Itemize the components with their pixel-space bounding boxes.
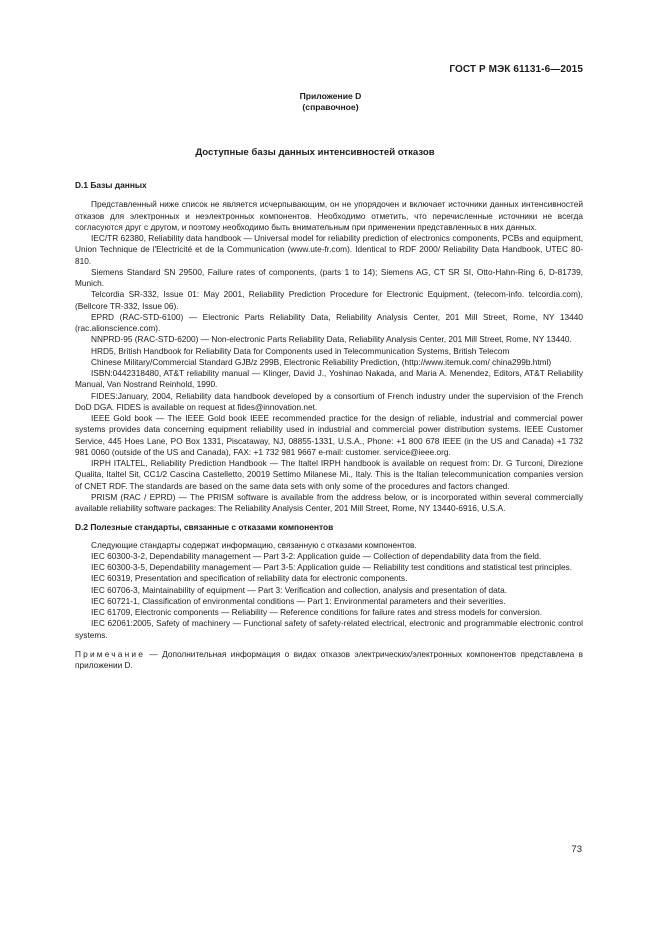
annex-label: Приложение D bbox=[299, 91, 362, 101]
paragraph: Telcordia SR-332, Issue 01: May 2001, Reliability Prediction Procedure for Electronic Equipment, (telecom-info. telcordia.com), (Bellcore TR-332, Issue 06). bbox=[75, 289, 583, 311]
note-text: — Дополнительная информация о видах отказов электрических/электронных компонентов представлена в приложении D. bbox=[75, 648, 583, 670]
document-id: ГОСТ Р МЭК 61131-6—2015 bbox=[449, 64, 583, 75]
paragraph: IEC 60300-3-5, Dependability management — Part 3-5: Application guide — Reliability test conditions and statistical test principles. bbox=[91, 562, 573, 572]
paragraph: NNPRD-95 (RAC-STD-6200) — Non-electronic Parts Reliability Data, Reliability Analysis Center, 201 Mill Street, Rome, NY 13440. bbox=[91, 334, 572, 345]
paragraph: Siemens Standard SN 29500, Failure rates of components, (parts 1 to 14); Siemens AG, CT SR SI, Otto-Hahn-Ring 6, D-81739, Munich. bbox=[75, 266, 583, 288]
paragraph: IEC 61709, Electronic components — Reliability — Reference conditions for failure rates and stress models for conversion. bbox=[91, 607, 543, 617]
paragraph: IRPH ITALTEL, Reliability Prediction Handbook — The Italtel IRPH handbook is available on request from: Dr. G Turconi, Direzione Qualita, Italtel Sit, CC1/2 Cascina Castelletto, 20019 Settimo Milanese Mi., Italy. This is the Italian telecommunication companies version of CNET RDF. The standards are based on the same data sets with only some of the procedures and factors changed. bbox=[75, 458, 583, 491]
annex-kind: (справочное) bbox=[302, 102, 359, 112]
paragraph: IEC 60721-1, Classification of environmental conditions — Part 1: Environmental parameters and their severities. bbox=[91, 595, 506, 606]
paragraph: ISBN:0442318480, AT&T reliability manual — Klinger, David J., Yoshinao Nakada, and Maria A. Menendez, Editors, AT&T Reliability Manual, Van Nostrand Reinhold, 1990. bbox=[75, 368, 583, 390]
paragraph: PRISM (RAC / EPRD) — The PRISM software is available from the address below, or is incorporated within several commercially available reliability software packages: The Reliability Analysis Center, 201 Mill Street, Rome, NY 13440-6916, U.S.A. bbox=[75, 491, 583, 513]
paragraph: Chinese Military/Commercial Standard GJB/z 299B, Electronic Reliability Prediction, (http://www.itemuk.com/ china299b.html) bbox=[91, 356, 552, 367]
paragraph: IEC 62061:2005, Safety of machinery — Functional safety of safety-related electrical, electronic and programmable electronic control systems. bbox=[75, 618, 583, 640]
paragraph: IEEE Gold book — The IEEE Gold book IEEE recommended practice for the design of reliable, industrial and commercial power systems provides data concerning equipment reliability used in industrial and commercial power distribution systems. IEEE Customer Service, 445 Hoes Lane, PO Box 1331, Piscataway, NJ, 08855-1331, U.S.A., Phone: +1 800 678 IEEE (in the US and Canada) +1 732 981 0060 (outside of the US and Canada), FAX: +1 732 981 9667 e-mail: customer. service@ieee.org. bbox=[75, 413, 583, 457]
paragraph: IEC 60319, Presentation and specification of reliability data for electronic components. bbox=[91, 573, 408, 584]
paragraph: EPRD (RAC-STD-6100) — Electronic Parts Reliability Data, Reliability Analysis Center, 201 Mill Street, Rome, NY 13440 (rac.alionscience.com). bbox=[75, 311, 583, 333]
note bbox=[75, 649, 583, 672]
annex-heading bbox=[0, 91, 661, 113]
page-number: 73 bbox=[571, 844, 582, 855]
paragraph: Следующие стандарты содержат информацию, связанную с отказами компонентов. bbox=[91, 539, 417, 550]
body-text bbox=[75, 180, 583, 671]
note-label: Примечание bbox=[75, 648, 146, 659]
page-title: Доступные базы данных интенсивностей отказов bbox=[195, 147, 435, 158]
section-heading-d2: D.2 Полезные стандарты, связанные с отказами компонентов bbox=[75, 522, 334, 533]
paragraph: IEC/TR 62380, Reliability data handbook — Universal model for reliability prediction of electronics components, PCBs and equipment, Union Technique de l'Electricité et de la Communication (www.ute-fr.com). Identical to RDF 2000/ Reliability Data Handbook, UTEC 80-810. bbox=[75, 233, 583, 266]
section-heading-d1: D.1 Базы данных bbox=[75, 180, 147, 190]
paragraph: FIDES:January, 2004, Reliability data handbook developed by a consortium of French industry under the supervision of the French DoD DGA. FIDES is available on request at fides@innovation.net. bbox=[75, 390, 583, 412]
paragraph: IEC 60706-3, Maintainability of equipment — Part 3: Verification and collection, analysis and presentation of data. bbox=[91, 584, 508, 595]
paragraph: Представленный ниже список не является исчерпывающим, он не упорядочен и включает источники данных интенсивностей отказов для электронных и неэлектронных компонентов. Необходимо отметить, что перечисленные источники не всегда согласуются друг с другом, и поэтому необходимо быть внимательным при применении представленных в них данных. bbox=[75, 199, 583, 232]
paragraph: HRD5, British Handbook for Reliability Data for Components used in Telecommunication Systems, British Telecom bbox=[91, 345, 510, 356]
paragraph: IEC 60300-3-2, Dependability management — Part 3-2: Application guide — Collection of dependability data from the field. bbox=[91, 550, 542, 561]
